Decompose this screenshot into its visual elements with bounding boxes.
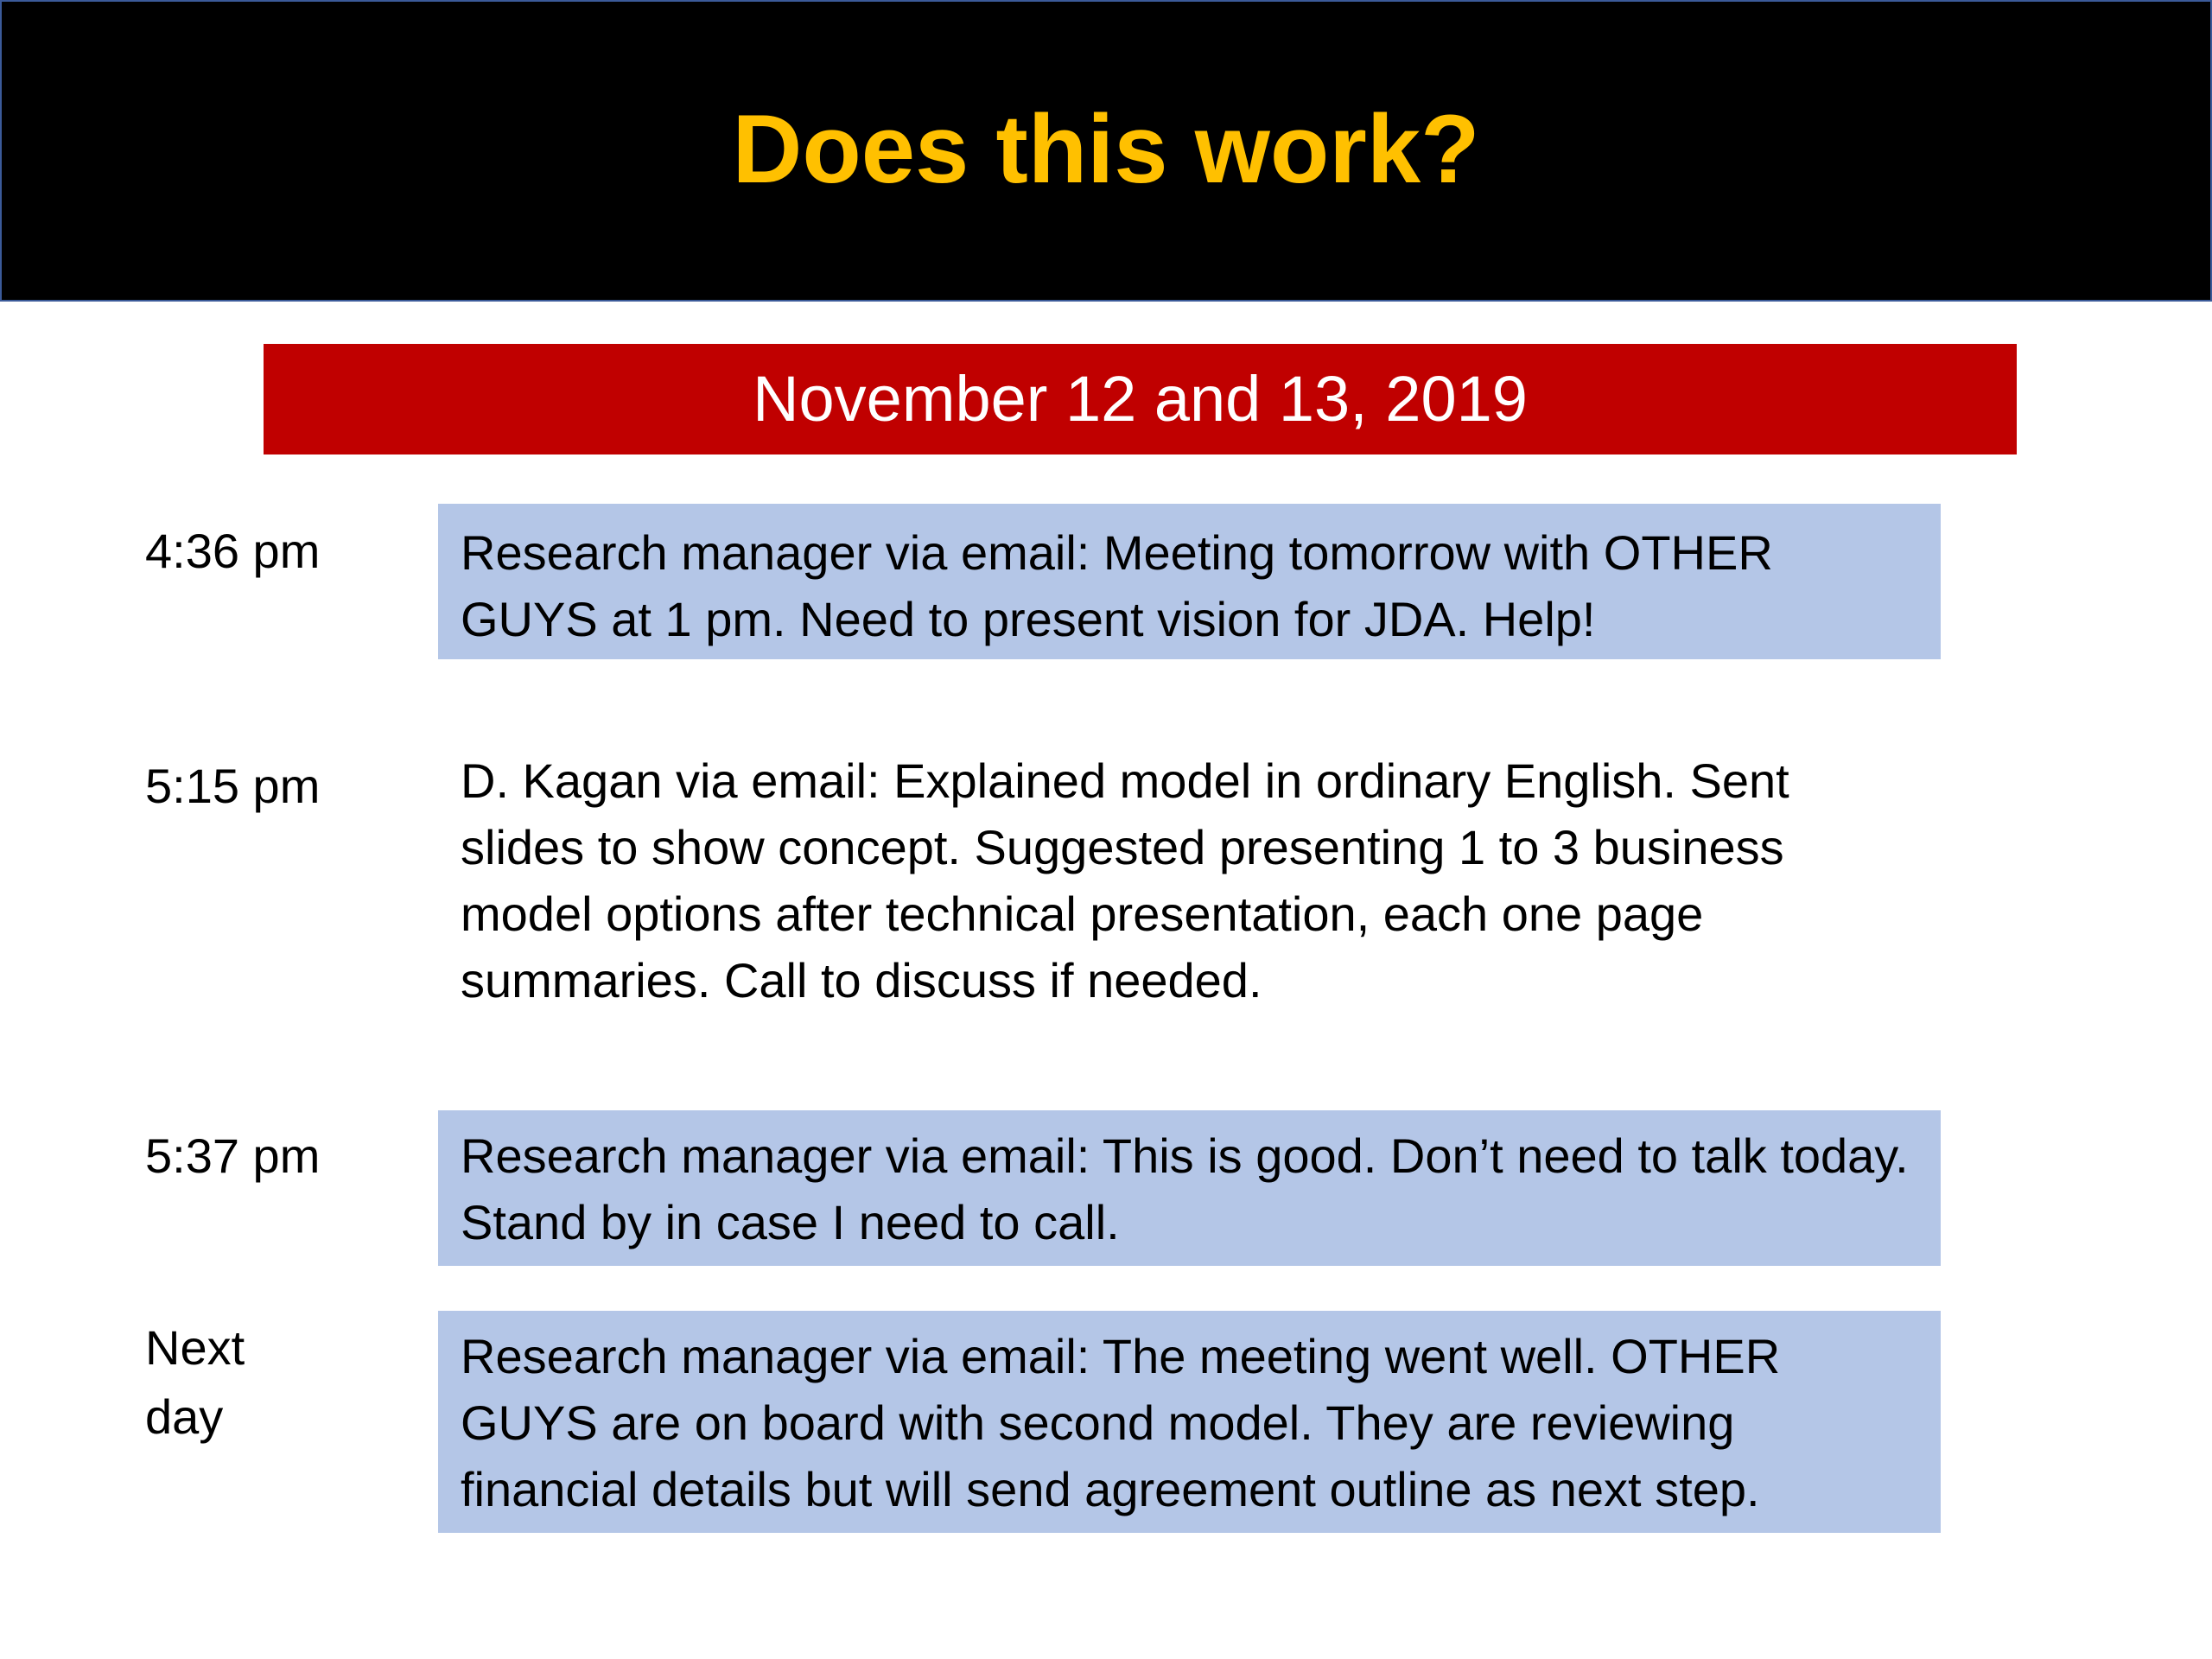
timeline-time-2: 5:15 pm	[145, 759, 321, 813]
date-banner-text: November 12 and 13, 2019	[753, 363, 1528, 435]
timeline-entry-1: Research manager via email: Meeting tomorrow with OTHER GUYS at 1 pm. Need to present vision for JDA. Help!	[438, 504, 1941, 659]
timeline-entry-2: D. Kagan via email: Explained model in ordinary English. Sent slides to show concept. Suggested presenting 1 to 3 business model options after technical presentation, each one page summaries. Call to discuss if needed.	[461, 753, 1789, 1007]
title-bar	[0, 0, 2212, 302]
date-banner	[264, 344, 2017, 454]
timeline-time-4	[145, 1313, 245, 1452]
timeline-time-4-line-2: day	[145, 1389, 224, 1444]
timeline-entry-4: Research manager via email: The meeting went well. OTHER GUYS are on board with second model. They are reviewing financial details but will send agreement outline as next step.	[438, 1311, 1941, 1533]
slide-title: Does this work?	[732, 95, 1480, 203]
timeline-entry-3: Research manager via email: This is good. Don’t need to talk today. Stand by in case I need to call.	[438, 1110, 1941, 1266]
timeline-time-3: 5:37 pm	[145, 1128, 321, 1183]
timeline-time-4-line-1: Next	[145, 1320, 245, 1375]
timeline-time-1: 4:36 pm	[145, 524, 321, 578]
